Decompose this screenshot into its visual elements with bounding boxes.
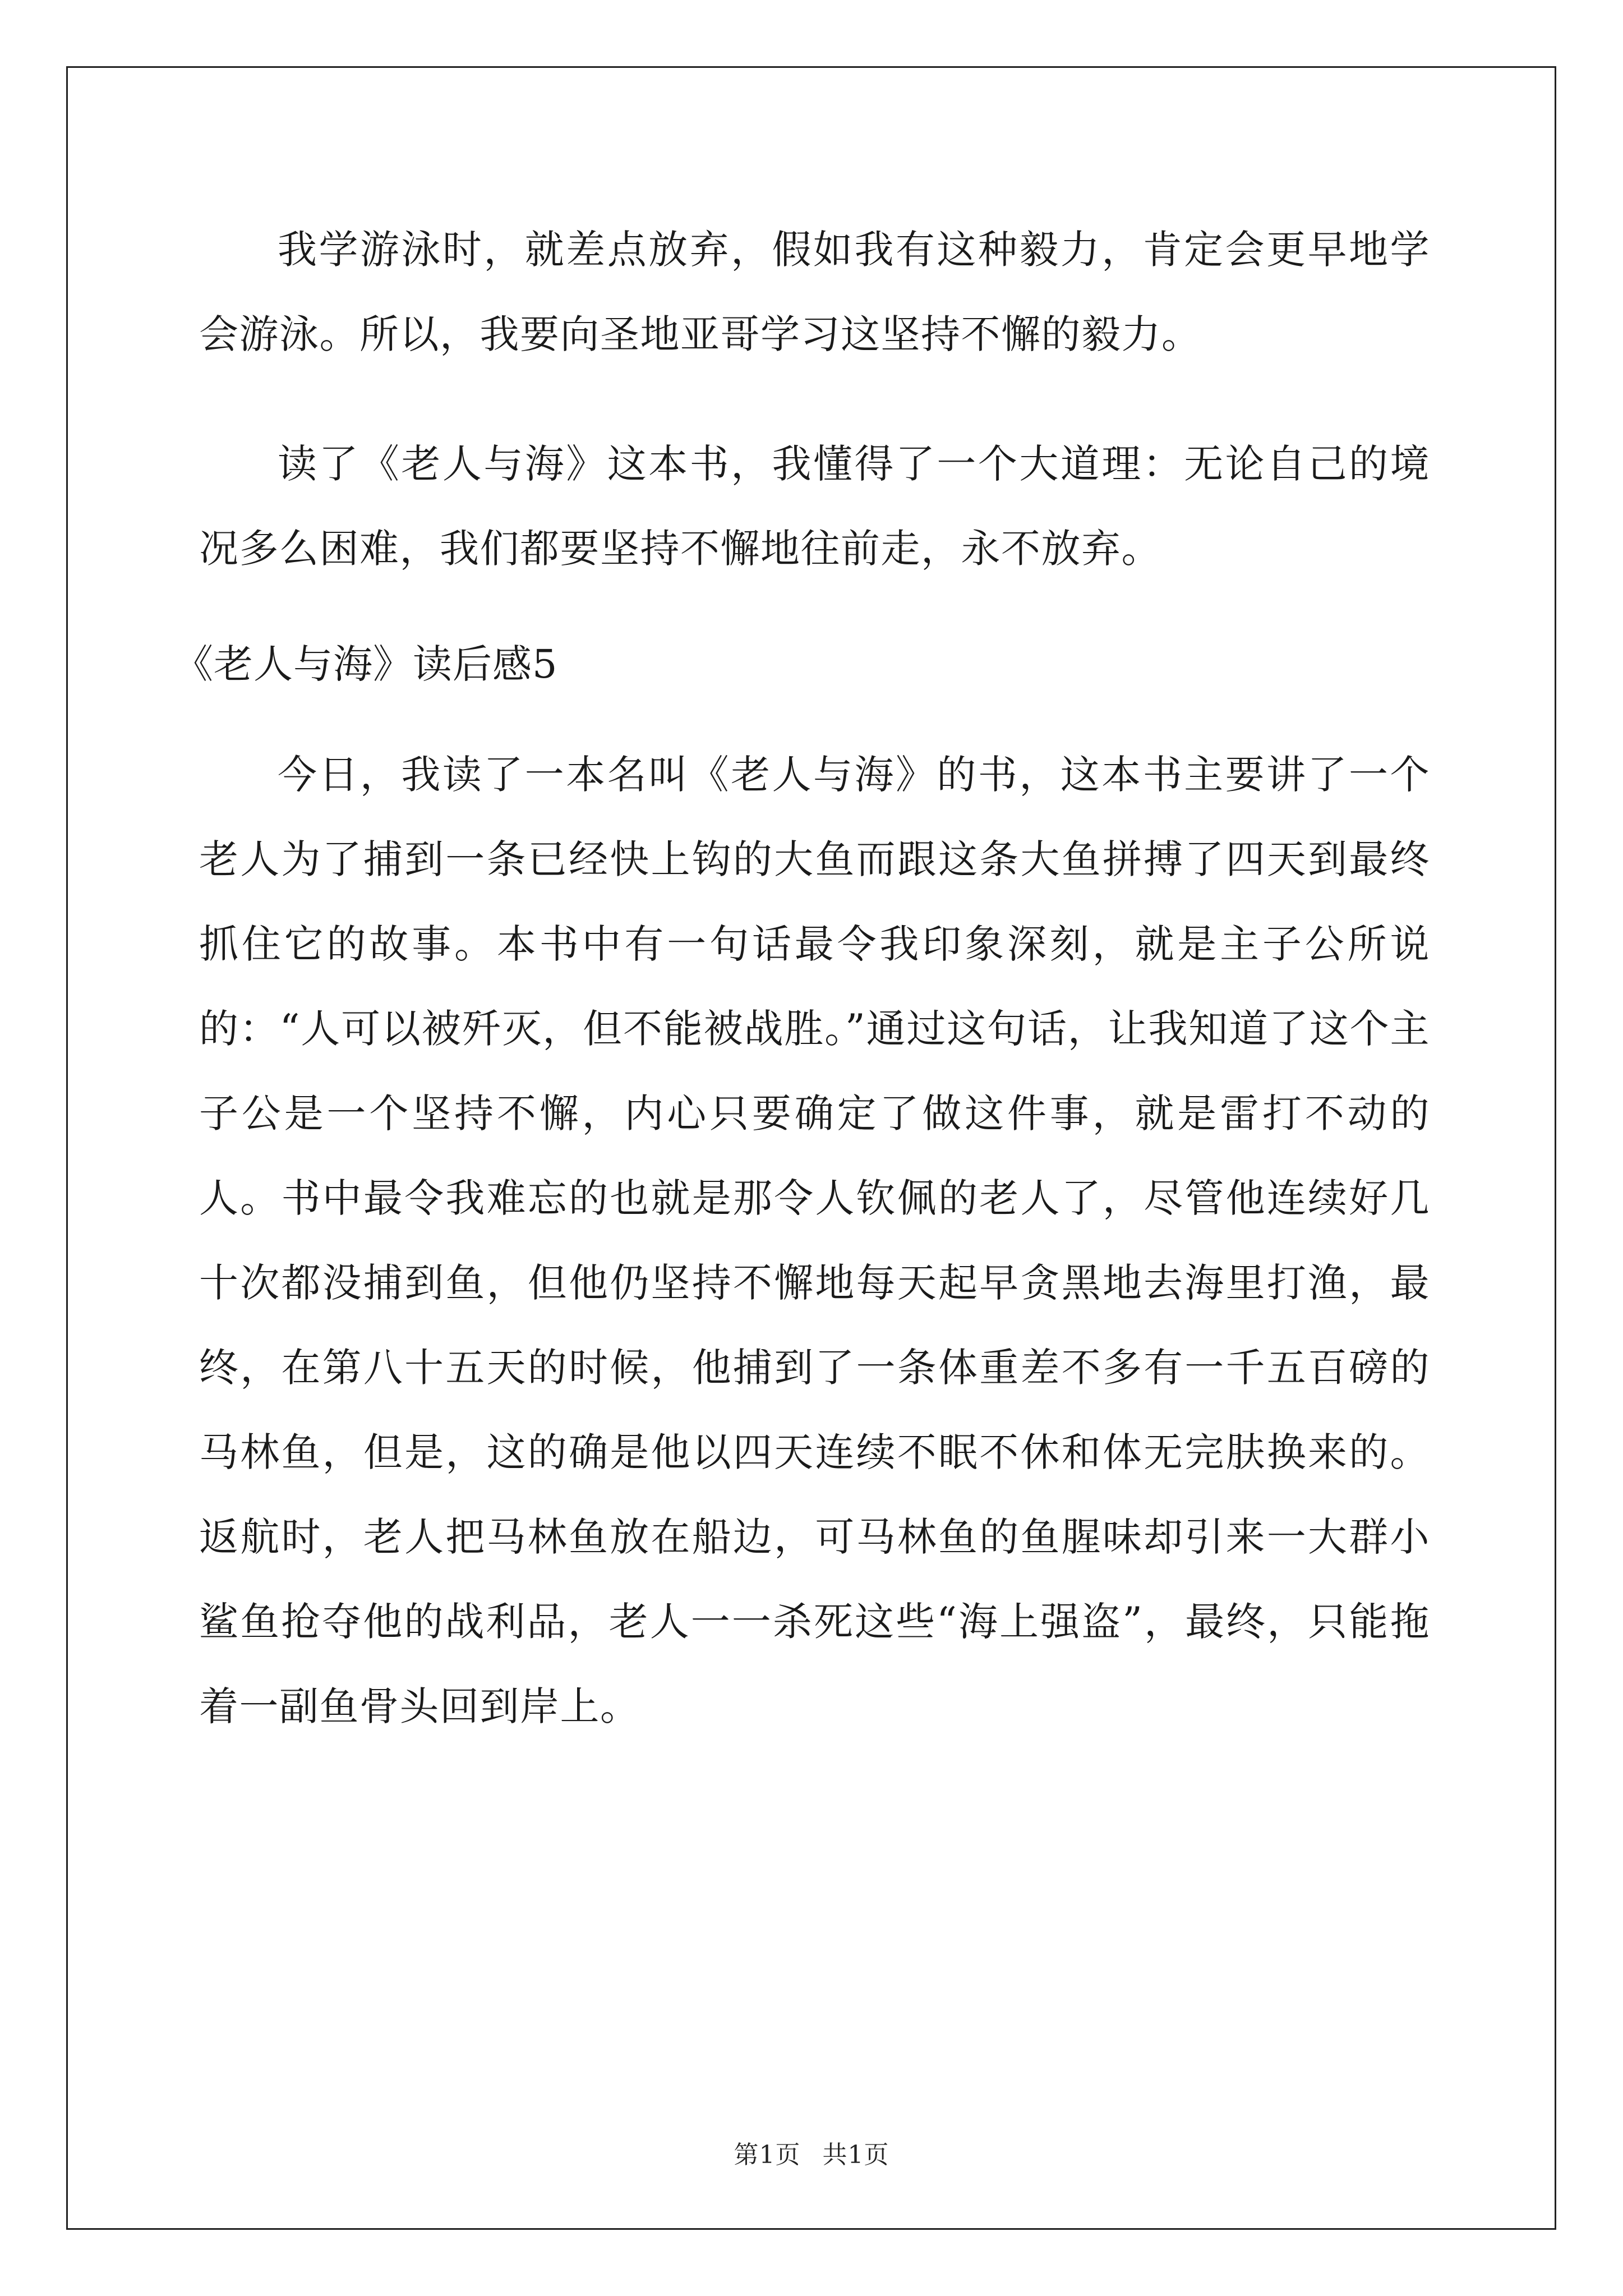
page-total: 共1页 (822, 2141, 889, 2169)
document-body (174, 208, 1430, 1794)
section-heading: 《老人与海》读后感5 (174, 641, 558, 687)
page-number: 第1页 (734, 2141, 801, 2169)
paragraph-lesson: 读了《老人与海》这本书，我懂得了一个大道理：无论自己的境况多么困难，我们都要坚持不懈地往前走，永不放弃。 (199, 441, 1430, 572)
paragraph-review: 今日，我读了一本名叫《老人与海》的书，这本书主要讲了一个老人为了捕到一条已经快上钩的大鱼而跟这条大鱼拼搏了四天到最终抓住它的故事。本书中有一句话最令我印象深刻，就是主子公所说的：“人可以被歼灭，但不能被战胜。”通过这句话，让我知道了这个主子公是一个坚持不懈，内心只要确定了做这件事，就是雷打不动的人。书中最令我难忘的也就是那令人钦佩的老人了，尽管他连续好几十次都没捕到鱼，但他仍坚持不懈地每天起早贪黑地去海里打渔，最终，在第八十五天的时候，他捕到了一条体重差不多有一千五百磅的马林鱼，但是，这的确是他以四天连续不眠不休和体无完肤换来的。返航时，老人把马林鱼放在船边，可马林鱼的鱼腥味却引来一大群小鲨鱼抢夺他的战利品，老人一一杀死这些“海上强盗”，最终，只能拖着一副鱼骨头回到岸上。 (199, 752, 1430, 1729)
paragraph-swimming: 我学游泳时，就差点放弃，假如我有这种毅力，肯定会更早地学会游泳。所以，我要向圣地亚哥学习这坚持不懈的毅力。 (199, 227, 1430, 357)
page-footer (0, 2134, 1623, 2170)
